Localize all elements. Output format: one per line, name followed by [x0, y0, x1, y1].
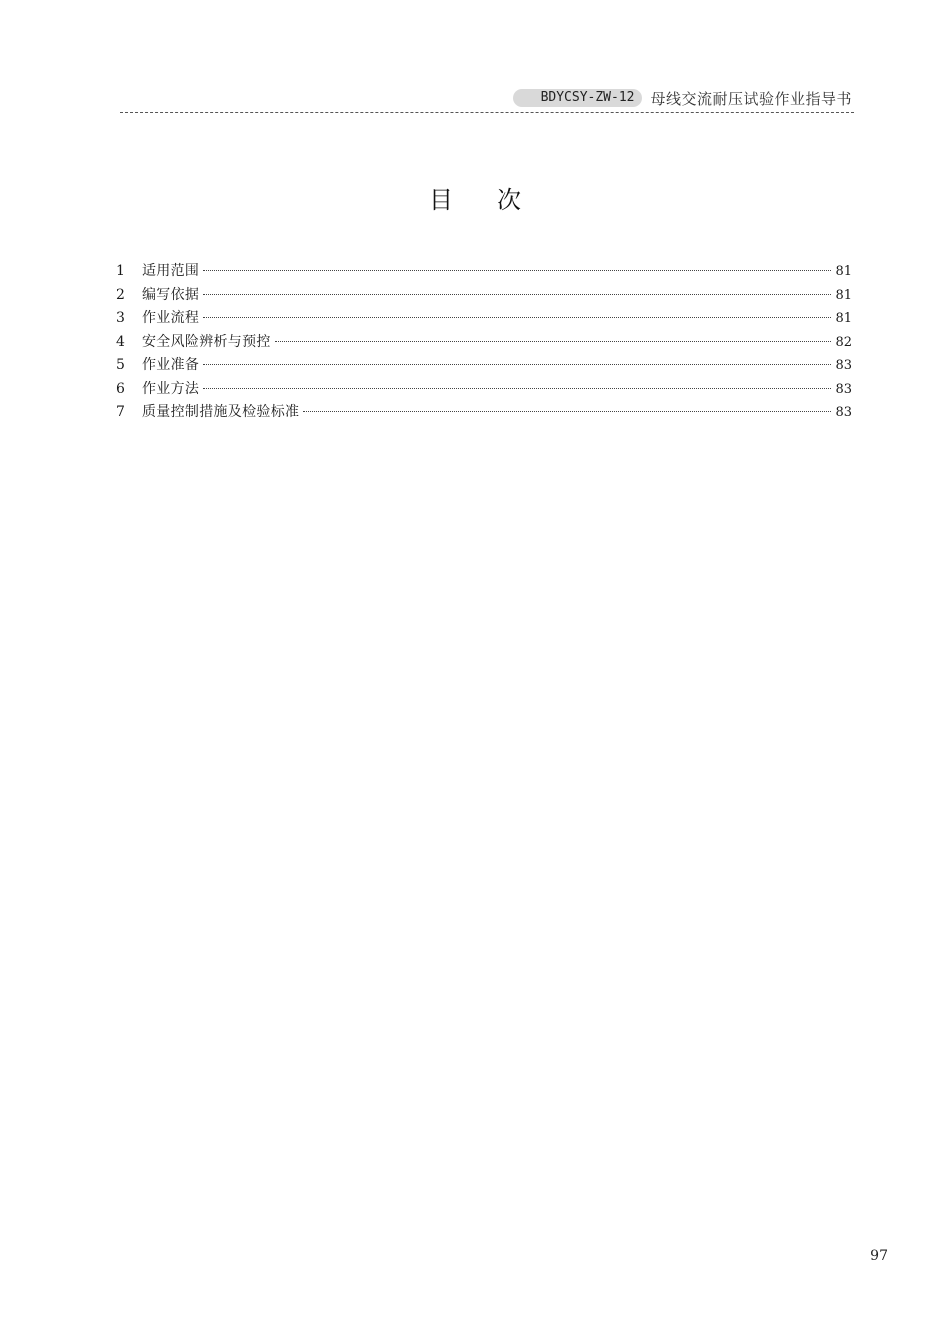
toc-entry-number: 2 — [116, 286, 125, 303]
toc-dot-leader — [275, 341, 832, 342]
toc-entry[interactable] — [116, 307, 852, 331]
toc-entry-title: 适用范围 — [142, 263, 200, 279]
toc-dot-leader — [203, 317, 831, 318]
toc-entry[interactable] — [116, 354, 852, 378]
toc-entry-page: 81 — [835, 287, 852, 303]
toc-entry-page: 82 — [835, 334, 852, 350]
toc-entry[interactable] — [116, 378, 852, 402]
document-title: 母线交流耐压试验作业指导书 — [650, 89, 852, 108]
header-divider — [120, 112, 854, 113]
toc-entry-page: 81 — [835, 311, 852, 326]
toc-entry[interactable] — [116, 331, 852, 355]
page-number: 97 — [870, 1248, 888, 1264]
toc-dot-leader — [203, 270, 831, 271]
toc-heading: 目次 — [429, 186, 565, 214]
toc-entry-title: 安全风险辨析与预控 — [142, 333, 271, 350]
toc-entry-number: 4 — [116, 333, 125, 350]
toc-entry[interactable] — [116, 284, 852, 308]
toc-entry-page: 83 — [835, 381, 852, 397]
toc-entry-title: 编写依据 — [142, 286, 200, 303]
toc-dot-leader — [203, 388, 831, 389]
document-code-badge: BDYCSY-ZW-12 — [513, 89, 643, 107]
toc-entry-number: 1 — [116, 263, 125, 279]
toc-entry-page: 83 — [835, 405, 852, 420]
toc-entry[interactable] — [116, 260, 852, 284]
toc-entry-title: 质量控制措施及检验标准 — [142, 404, 300, 420]
table-of-contents — [116, 260, 852, 425]
toc-entry-number: 3 — [116, 310, 125, 326]
toc-entry-title: 作业方法 — [142, 380, 200, 397]
toc-entry-number: 5 — [116, 357, 125, 373]
toc-entry-page: 83 — [835, 358, 852, 373]
header-content — [513, 86, 852, 110]
toc-entry-number: 7 — [116, 404, 125, 420]
toc-dot-leader — [203, 294, 831, 295]
running-header — [120, 86, 854, 110]
toc-dot-leader — [303, 411, 831, 412]
toc-dot-leader — [203, 364, 831, 365]
toc-entry-title: 作业流程 — [142, 310, 200, 326]
toc-entry-page: 81 — [835, 264, 852, 279]
toc-entry[interactable] — [116, 401, 852, 425]
toc-entry-number: 6 — [116, 380, 125, 397]
toc-entry-title: 作业准备 — [142, 357, 200, 373]
